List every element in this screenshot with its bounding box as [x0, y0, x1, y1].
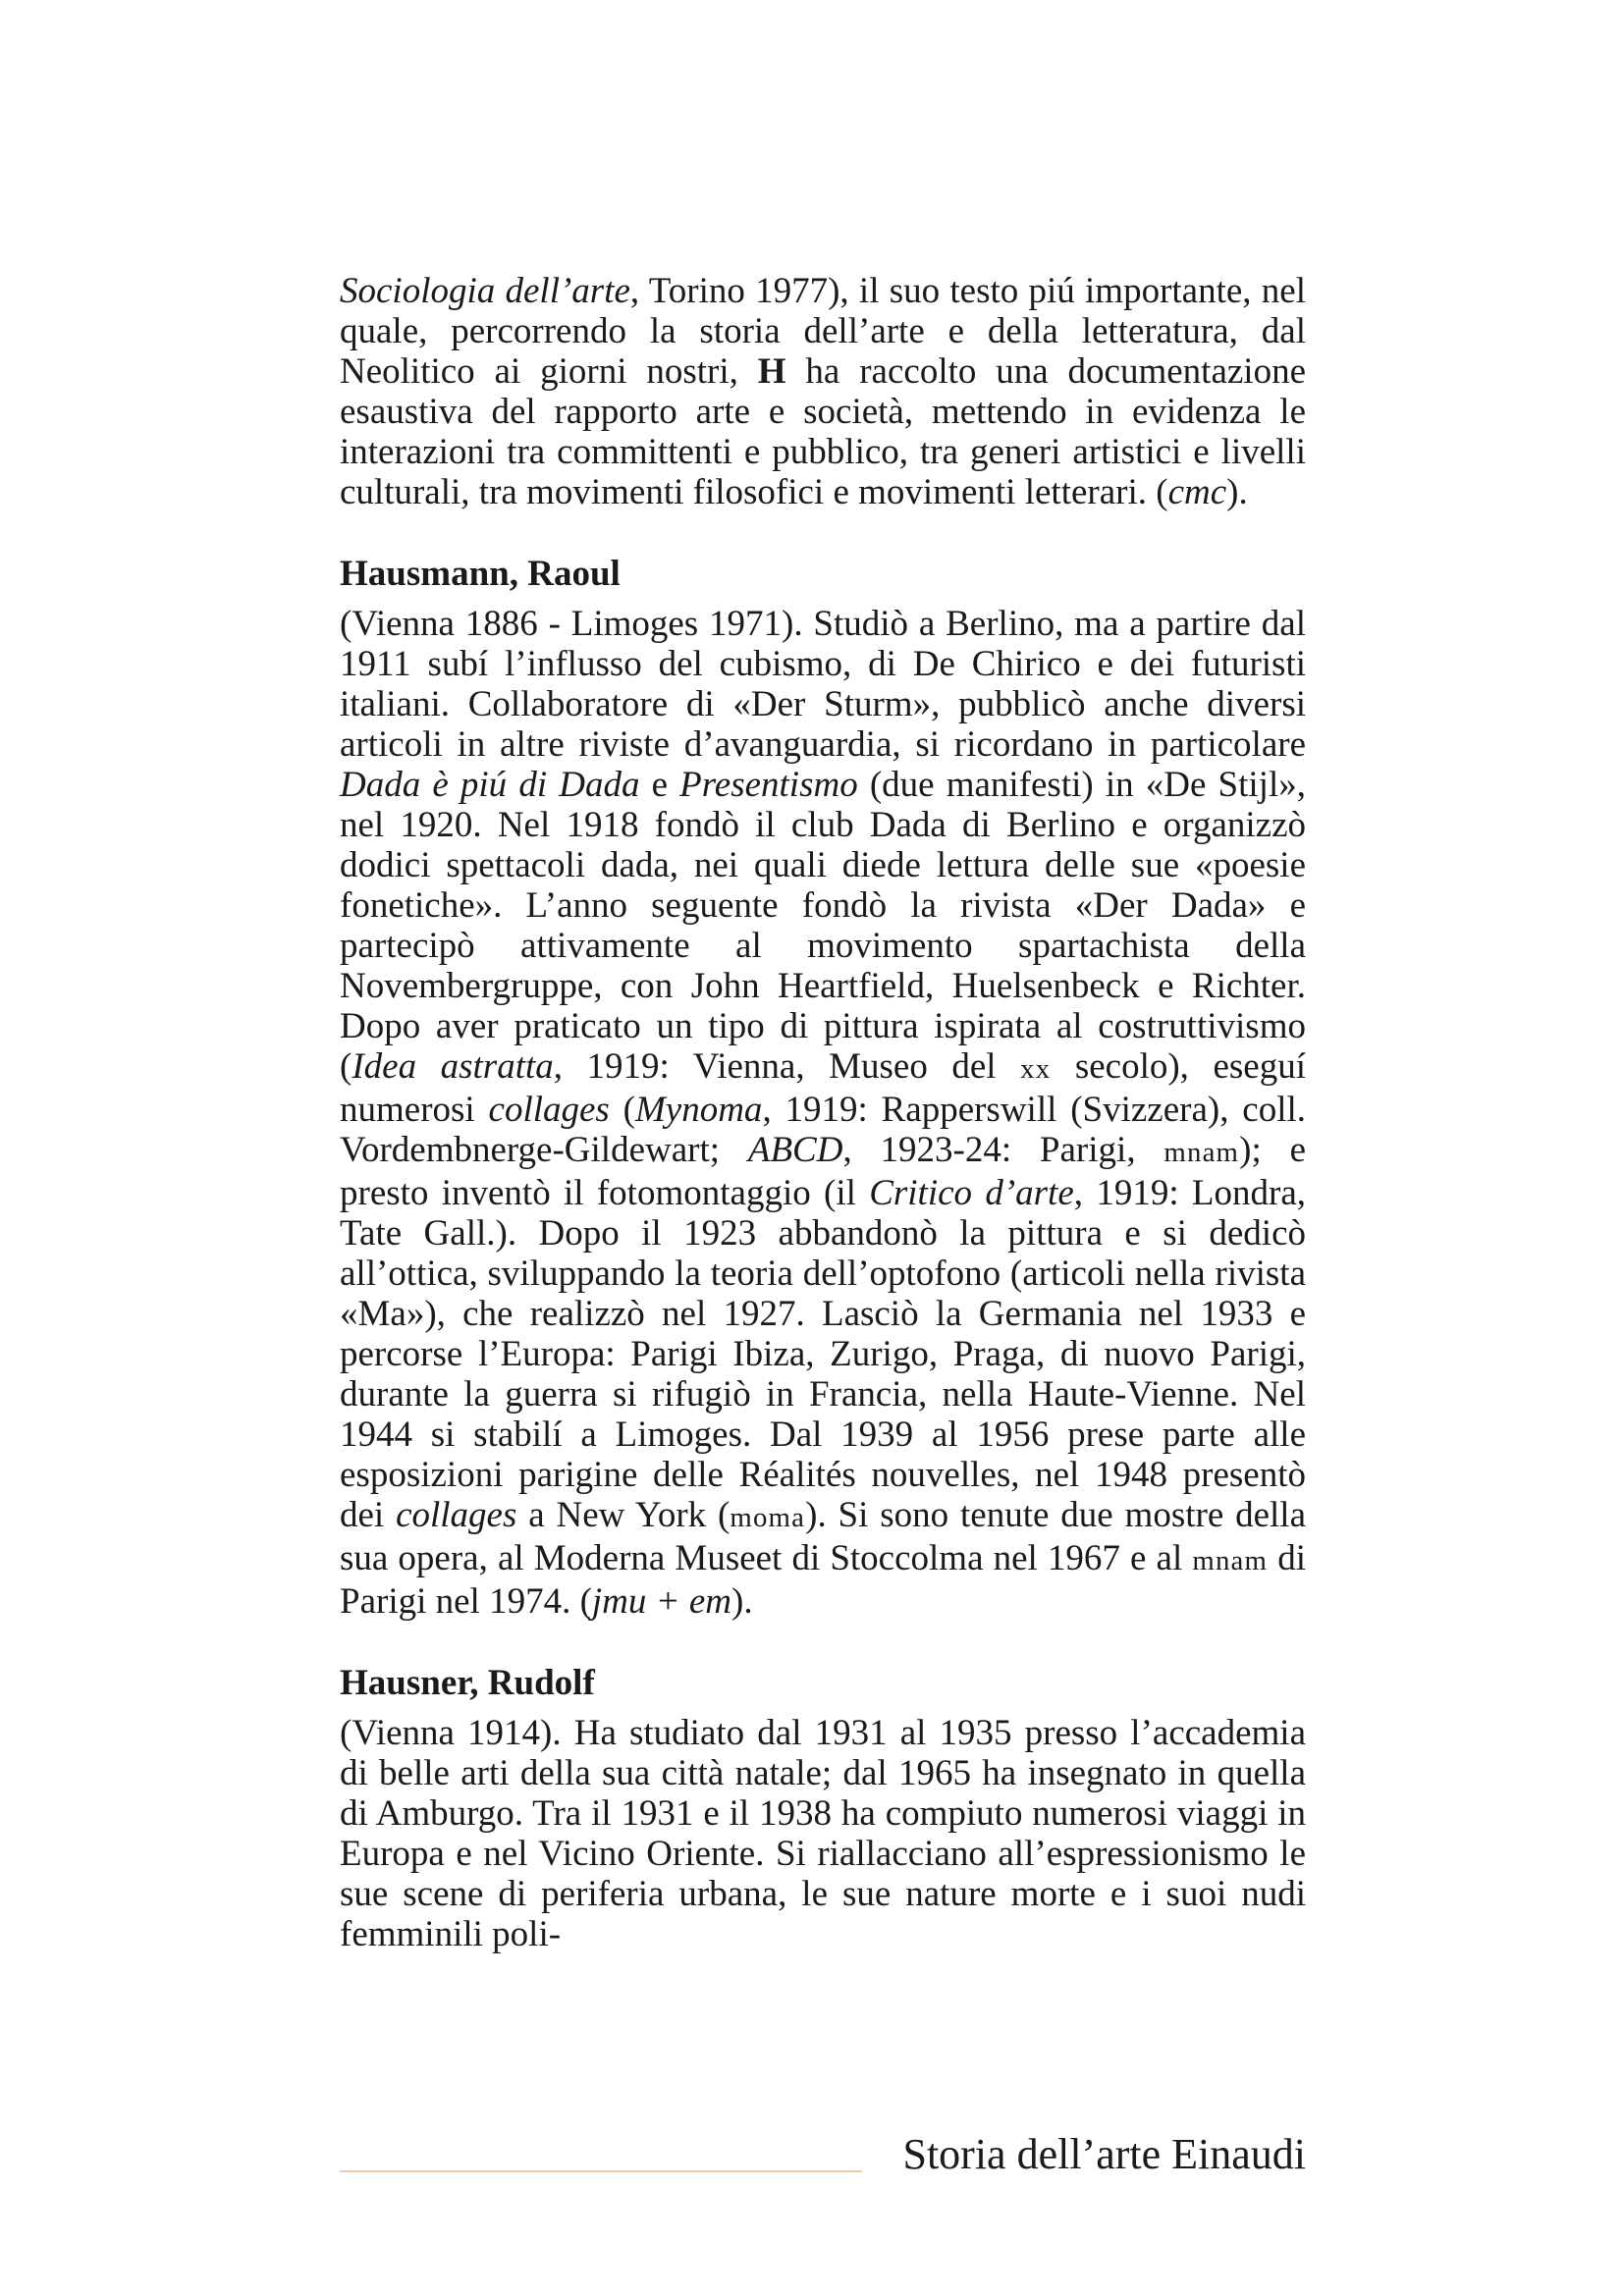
small-caps: moma — [730, 1502, 806, 1533]
work-title: Presentismo — [679, 765, 858, 805]
entry-body: (Vienna 1914). Ha studiato dal 1931 al 1935 presso l’accademia di belle arti della sua città natale; dal 1965 ha insegnato in quella di Amburgo. Tra il 1931 e il 1938 ha compiuto numerosi viaggi in Europa e nel Vicino Oriente. Si riallacciano all’espressionismo le sue scene di periferia urbana, le sue nature morte e i suoi nudi femminili poli- — [340, 1713, 1306, 1954]
work-title: collages — [488, 1090, 610, 1130]
footer-title: Storia dell’arte Einaudi — [902, 2130, 1306, 2178]
work-title: Sociologia dell’arte — [340, 271, 630, 311]
small-caps: mnam — [1163, 1137, 1240, 1168]
work-title: ABCD — [747, 1130, 843, 1170]
entry-hausmann — [340, 554, 1306, 1622]
subject-initial: H — [757, 351, 786, 392]
text-column — [340, 271, 1306, 1954]
author-initials: jmu + em — [591, 1581, 732, 1622]
work-title: Dada è piú di Dada — [340, 765, 640, 805]
entry-body: (Vienna 1886 - Limoges 1971). Studiò a Berlino, ma a partire dal 1911 subí l’influsso del cubismo, di De Chirico e dei futuristi italiani. Collaboratore di «Der Sturm», pubblicò anche diversi articoli in altre riviste d’avanguardia, si ricordano in particolare Dada è piú di Dada e Presentismo (due manifesti) in «De Stijl», nel 1920. Nel 1918 fondò il club Dada di Berlino e organizzò dodici spettacoli dada, nei quali diede lettura delle sue «poesie fonetiche». L’anno seguente fondò la rivista «Der Dada» e partecipò attivamente al movimento spartachista della Novembergruppe, con John Heartfield, Huelsenbeck e Richter. Dopo aver praticato un tipo di pittura ispirata al costruttivismo (Idea astratta, 1919: Vienna, Museo del xx secolo), eseguí numerosi collages (Mynoma, 1919: Rapperswill (Svizzera), coll. Vordembnerge-Gildewart; ABCD, 1923-24: Parigi, mnam); e presto inventò il fotomontaggio (il Critico d’arte, 1919: Londra, Tate Gall.). Dopo il 1923 abbandonò la pittura e si dedicò all’ottica, sviluppando la teoria dell’optofono (articoli nella rivista «Ma»), che realizzò nel 1927. Lasciò la Germania nel 1933 e percorse l’Europa: Parigi Ibiza, Zurigo, Praga, di nuovo Parigi, durante la guerra si rifugiò in Francia, nella Haute-Vienne. Nel 1944 si stabilí a Limoges. Dal 1939 al 1956 prese parte alle esposizioni parigine delle Réalités nouvelles, nel 1948 presentò dei collages a New York (moma). Si sono tenute due mostre della sua opera, al Moderna Museet di Stoccolma nel 1967 e al mnam di Parigi nel 1974. (jmu + em). — [340, 604, 1307, 1622]
work-title: Critico d’arte — [869, 1173, 1074, 1213]
intro-paragraph: Sociologia dell’arte, Torino 1977), il suo testo piú importante, nel quale, percorrendo la storia dell’arte e della letteratura, dal Neolitico ai giorni nostri, H ha raccolto una documentazione esaustiva del rapporto arte e società, mettendo in evidenza le interazioni tra committenti e pubblico, tra generi artistici e livelli culturali, tra movimenti filosofici e movimenti letterari. (cmc). — [340, 271, 1306, 512]
work-title: collages — [396, 1495, 517, 1535]
entry-heading: Hausmann, Raoul — [340, 554, 621, 594]
footer-rule — [340, 2170, 862, 2172]
author-initials: cmc — [1167, 472, 1227, 512]
small-caps: xx — [1020, 1053, 1052, 1085]
small-caps: mnam — [1192, 1545, 1269, 1576]
page-footer — [340, 2128, 1306, 2181]
entry-hausner — [340, 1663, 1306, 1954]
entry-heading: Hausner, Rudolf — [340, 1663, 595, 1703]
work-title: Mynoma — [634, 1090, 763, 1130]
work-title: Idea astratta — [352, 1046, 554, 1087]
